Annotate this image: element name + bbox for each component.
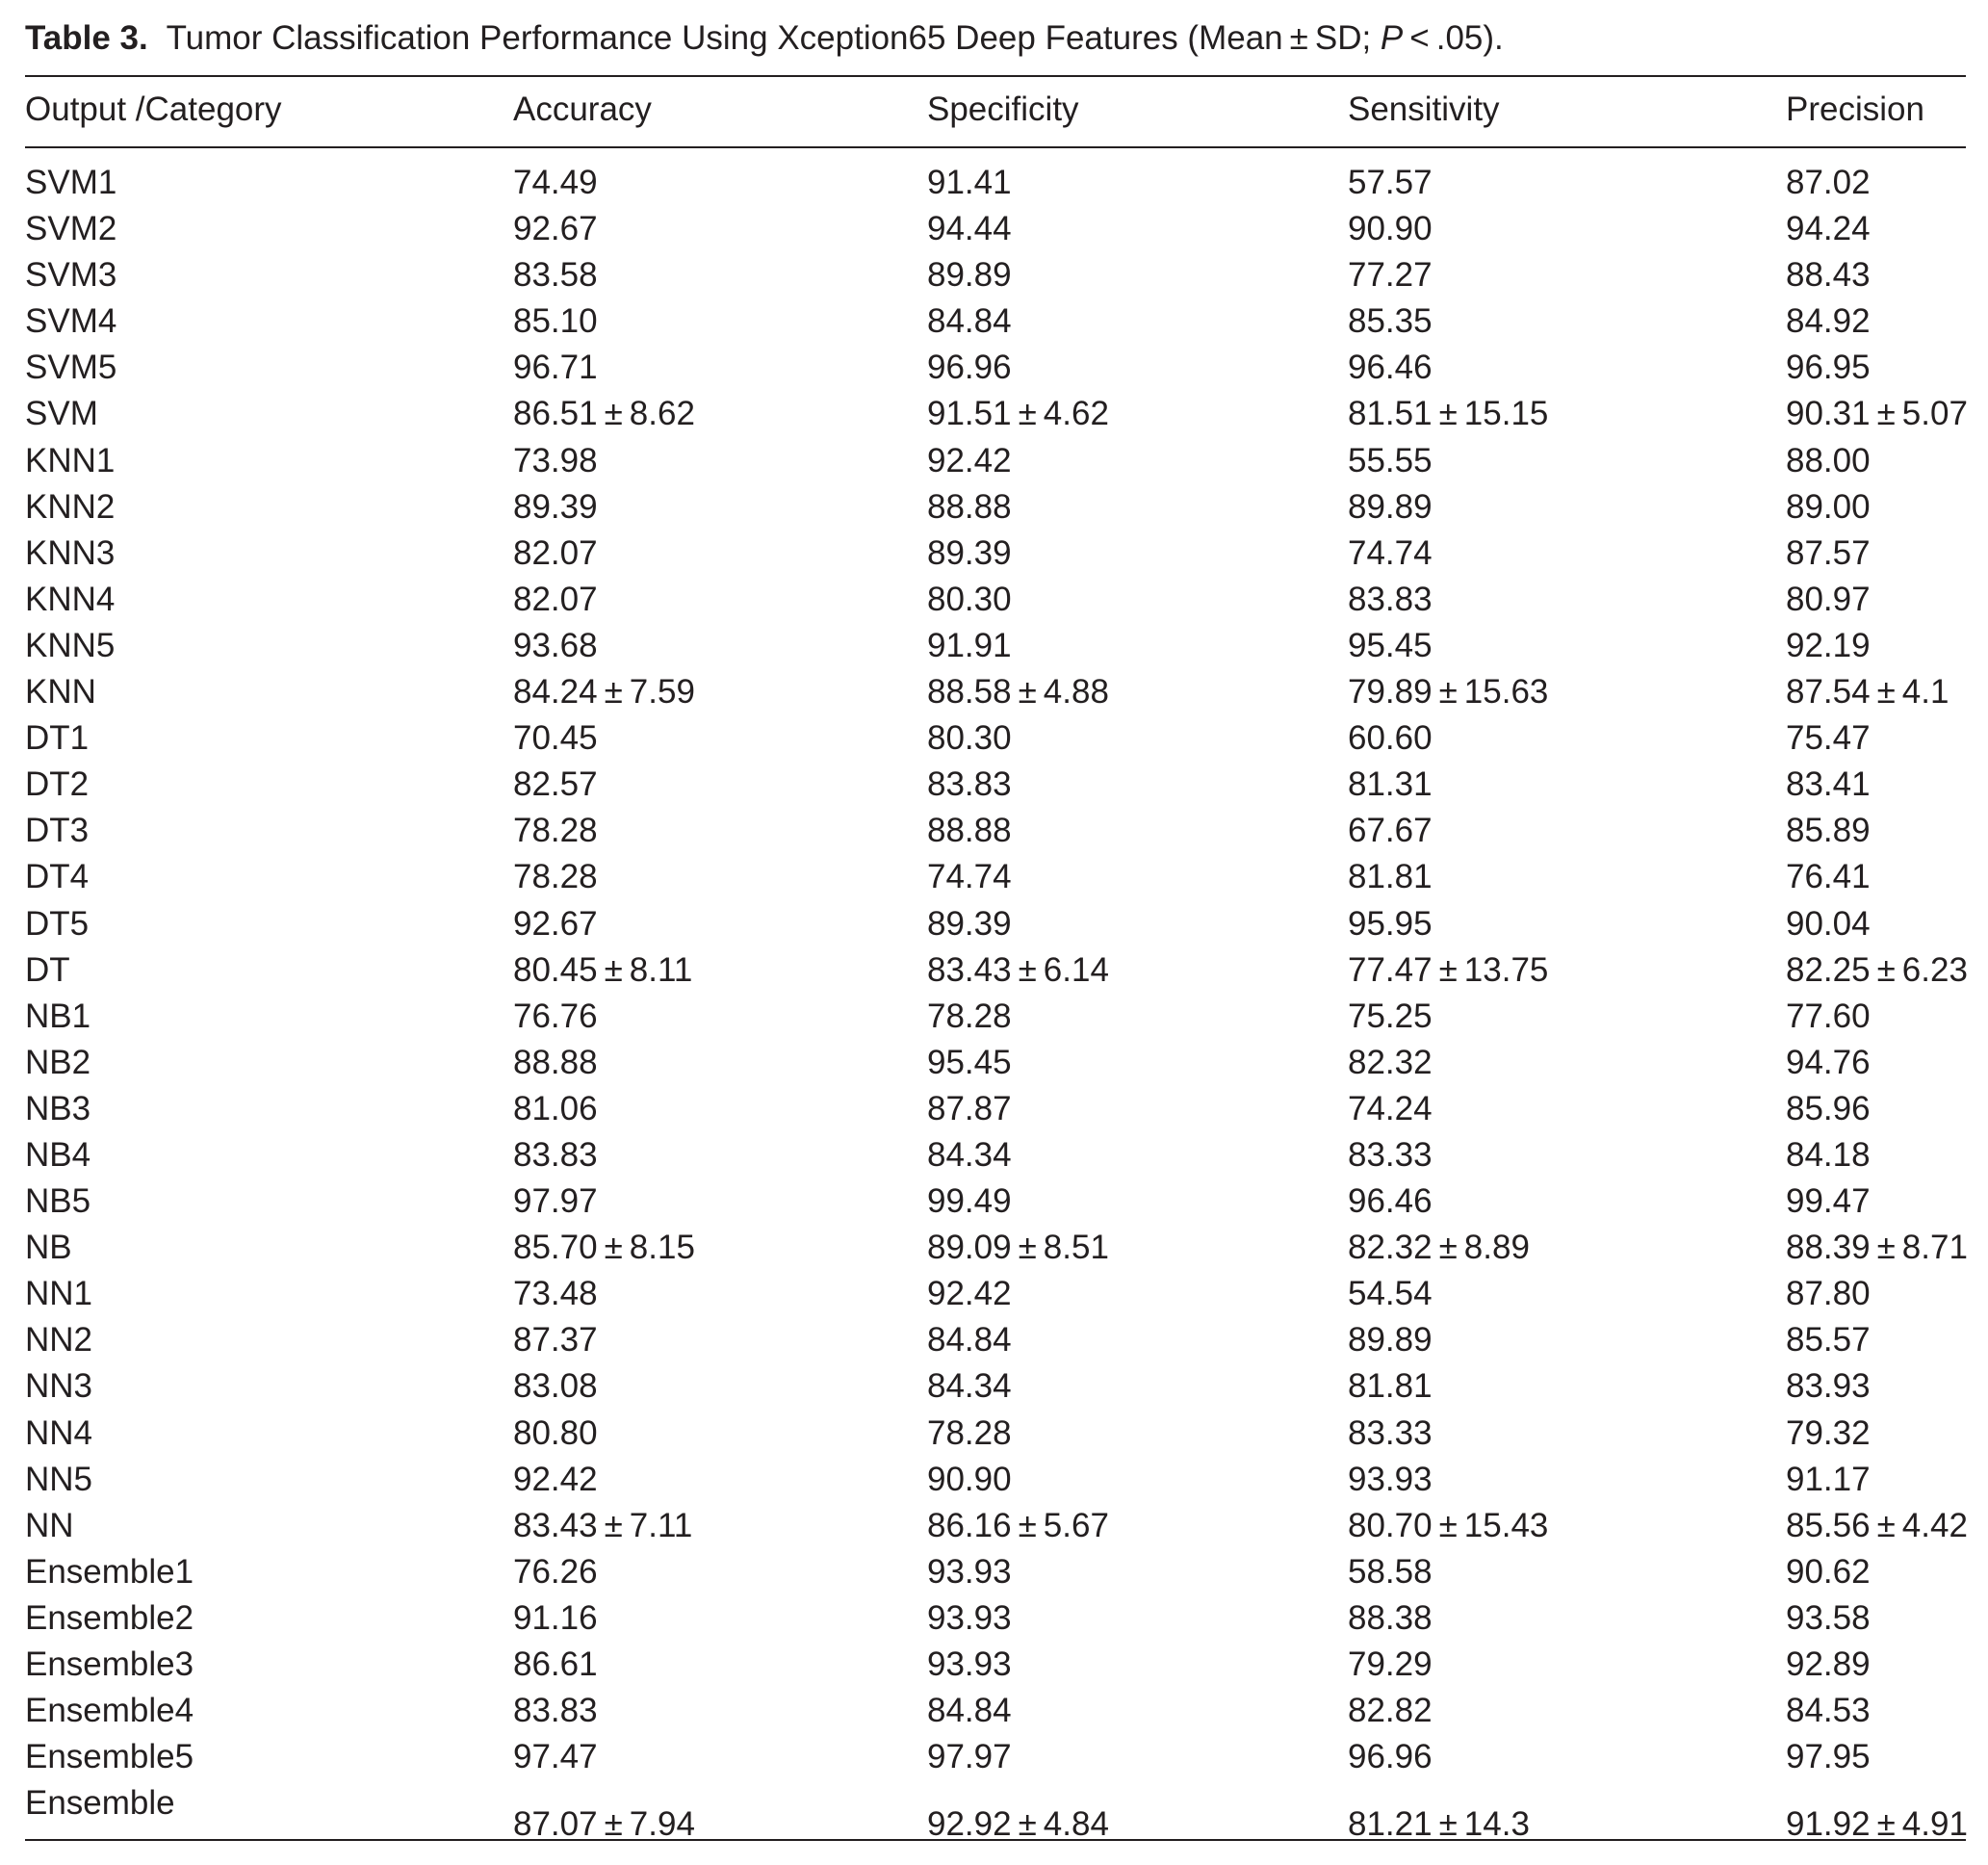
table-row <box>0 947 1988 994</box>
table-row <box>0 298 1988 345</box>
table-cell-accuracy: 83.08 <box>513 1367 598 1406</box>
table-cell-category: Ensemble2 <box>25 1598 194 1637</box>
table-cell-sensitivity: 54.54 <box>1348 1275 1433 1313</box>
caption-text-end: < .05). <box>1403 19 1504 57</box>
table-cell-sensitivity: 82.32 ± 8.89 <box>1348 1229 1530 1267</box>
table-bottom-rule <box>25 1839 1966 1841</box>
table-row <box>0 1457 1988 1503</box>
table-cell-accuracy: 83.83 <box>513 1135 598 1174</box>
table-row <box>0 901 1988 947</box>
table-cell-specificity: 93.93 <box>927 1552 1012 1591</box>
table-cell-accuracy: 83.43 ± 7.11 <box>513 1506 693 1544</box>
table-cell-sensitivity: 95.95 <box>1348 904 1433 943</box>
table-cell-precision: 85.56 ± 4.42 <box>1786 1506 1968 1544</box>
table-cell-specificity: 93.93 <box>927 1645 1012 1683</box>
table-row <box>0 206 1988 252</box>
table-cell-precision: 87.54 ± 4.1 <box>1786 673 1949 712</box>
table-cell-sensitivity: 96.96 <box>1348 1738 1433 1776</box>
table-cell-precision: 99.47 <box>1786 1182 1871 1221</box>
table-cell-accuracy: 73.98 <box>513 441 598 479</box>
table-cell-accuracy: 73.48 <box>513 1275 598 1313</box>
table-cell-category: KNN4 <box>25 580 116 618</box>
table-cell-sensitivity: 81.31 <box>1348 765 1433 804</box>
column-header-sensitivity: Sensitivity <box>1348 91 1500 128</box>
table-cell-sensitivity: 55.55 <box>1348 441 1433 479</box>
table-cell-sensitivity: 75.25 <box>1348 997 1433 1035</box>
table-row <box>0 1595 1988 1642</box>
table-cell-precision: 90.62 <box>1786 1552 1871 1591</box>
table-cell-precision: 76.41 <box>1786 858 1871 896</box>
table-cell-accuracy: 92.67 <box>513 210 598 248</box>
table-cell-specificity: 91.51 ± 4.62 <box>927 395 1109 433</box>
table-cell-category: NB1 <box>25 997 91 1035</box>
table-cell-accuracy: 89.39 <box>513 487 598 526</box>
table-cell-specificity: 91.41 <box>927 164 1012 201</box>
table-cell-sensitivity: 82.32 <box>1348 1043 1433 1081</box>
table-cell-category: DT5 <box>25 904 90 943</box>
table-cell-specificity: 84.84 <box>927 1692 1012 1730</box>
table-row <box>0 1549 1988 1595</box>
table-caption <box>25 13 1960 64</box>
table-row <box>0 669 1988 715</box>
table-cell-specificity: 88.58 ± 4.88 <box>927 673 1109 712</box>
table-row <box>0 1688 1988 1734</box>
table-cell-category: Ensemble <box>25 1784 175 1823</box>
table-cell-sensitivity: 67.67 <box>1348 812 1433 850</box>
table-cell-precision: 88.00 <box>1786 441 1871 479</box>
table-row <box>0 1317 1988 1363</box>
table-cell-category: NB5 <box>25 1182 91 1221</box>
table-cell-category: KNN2 <box>25 487 116 526</box>
table-cell-category: Ensemble1 <box>25 1552 194 1591</box>
table-cell-accuracy: 92.42 <box>513 1460 598 1498</box>
table-cell-precision: 85.57 <box>1786 1321 1871 1360</box>
table-cell-specificity: 92.42 <box>927 1275 1012 1313</box>
table-cell-accuracy: 97.97 <box>513 1182 598 1221</box>
table-cell-specificity: 91.91 <box>927 626 1012 664</box>
table-cell-precision: 84.92 <box>1786 302 1871 341</box>
table-row <box>0 345 1988 391</box>
table-cell-precision: 83.93 <box>1786 1367 1871 1406</box>
table-row <box>0 1179 1988 1225</box>
table-cell-specificity: 80.30 <box>927 580 1012 618</box>
table-cell-sensitivity: 82.82 <box>1348 1692 1433 1730</box>
table-cell-precision: 91.17 <box>1786 1460 1871 1498</box>
table-row <box>0 1086 1988 1132</box>
table-cell-category: SVM3 <box>25 256 117 295</box>
table-cell-sensitivity: 74.24 <box>1348 1089 1433 1127</box>
table-cell-precision: 94.76 <box>1786 1043 1871 1081</box>
table-cell-precision: 90.31 ± 5.07 <box>1786 395 1968 433</box>
table-cell-accuracy: 86.61 <box>513 1645 598 1683</box>
table-cell-sensitivity: 57.57 <box>1348 164 1433 201</box>
table-cell-precision: 87.80 <box>1786 1275 1871 1313</box>
table-cell-category: KNN1 <box>25 441 116 479</box>
table-cell-accuracy: 70.45 <box>513 719 598 758</box>
table-cell-specificity: 83.83 <box>927 765 1012 804</box>
table-cell-sensitivity: 83.83 <box>1348 580 1433 618</box>
table-cell-precision: 91.92 ± 4.91 <box>1786 1805 1968 1844</box>
table-cell-category: NB2 <box>25 1043 91 1081</box>
table-cell-sensitivity: 81.81 <box>1348 1367 1433 1406</box>
table-cell-specificity: 74.74 <box>927 858 1012 896</box>
table-cell-accuracy: 83.83 <box>513 1692 598 1730</box>
table-row <box>0 1040 1988 1086</box>
table-row <box>0 854 1988 900</box>
table-cell-precision: 84.18 <box>1786 1135 1871 1174</box>
table-cell-sensitivity: 95.45 <box>1348 626 1433 664</box>
column-header-precision: Precision <box>1786 91 1924 128</box>
table-header-rule <box>25 146 1966 148</box>
table-row <box>0 1271 1988 1317</box>
table-cell-category: NB4 <box>25 1135 91 1174</box>
table-cell-accuracy: 88.88 <box>513 1043 598 1081</box>
table-cell-accuracy: 91.16 <box>513 1598 598 1637</box>
table-cell-sensitivity: 81.81 <box>1348 858 1433 896</box>
table-cell-specificity: 97.97 <box>927 1738 1012 1776</box>
table-cell-accuracy: 82.07 <box>513 533 598 572</box>
table-cell-category: NN <box>25 1506 74 1544</box>
table-cell-category: NN1 <box>25 1275 93 1313</box>
table-cell-specificity: 89.39 <box>927 904 1012 943</box>
table-cell-specificity: 92.42 <box>927 441 1012 479</box>
table-cell-category: DT <box>25 950 70 989</box>
table-cell-precision: 87.02 <box>1786 164 1871 201</box>
table-cell-sensitivity: 83.33 <box>1348 1413 1433 1452</box>
table-cell-specificity: 96.96 <box>927 349 1012 387</box>
table-cell-category: NN4 <box>25 1413 93 1452</box>
table-cell-specificity: 89.39 <box>927 533 1012 572</box>
table-cell-sensitivity: 90.90 <box>1348 210 1433 248</box>
table-cell-sensitivity: 79.29 <box>1348 1645 1433 1683</box>
table-cell-precision: 80.97 <box>1786 580 1871 618</box>
table-cell-accuracy: 97.47 <box>513 1738 598 1776</box>
table-cell-specificity: 83.43 ± 6.14 <box>927 950 1109 989</box>
table-cell-sensitivity: 89.89 <box>1348 487 1433 526</box>
table-cell-precision: 94.24 <box>1786 210 1871 248</box>
table-row <box>0 715 1988 762</box>
table-row <box>0 1411 1988 1457</box>
table-cell-specificity: 94.44 <box>927 210 1012 248</box>
table-cell-accuracy: 87.07 ± 7.94 <box>513 1805 695 1844</box>
table-cell-precision: 84.53 <box>1786 1692 1871 1730</box>
table-cell-specificity: 84.84 <box>927 302 1012 341</box>
table-cell-category: NN5 <box>25 1460 93 1498</box>
table-cell-precision: 77.60 <box>1786 997 1871 1035</box>
table-cell-specificity: 84.84 <box>927 1321 1012 1360</box>
table-cell-precision: 92.19 <box>1786 626 1871 664</box>
table-cell-category: NB3 <box>25 1089 91 1127</box>
table-cell-precision: 93.58 <box>1786 1598 1871 1637</box>
table-cell-precision: 79.32 <box>1786 1413 1871 1452</box>
caption-text: Tumor Classification Performance Using Xception65 Deep Features (Mean ± SD; <box>166 19 1381 57</box>
table-cell-accuracy: 86.51 ± 8.62 <box>513 395 695 433</box>
table-cell-accuracy: 85.10 <box>513 302 598 341</box>
table-header-row <box>0 87 1988 141</box>
table-cell-precision: 82.25 ± 6.23 <box>1786 950 1968 989</box>
table-body <box>0 160 1988 1844</box>
table-cell-category: DT3 <box>25 812 90 850</box>
table-cell-specificity: 78.28 <box>927 1413 1012 1452</box>
table-cell-category: NN2 <box>25 1321 93 1360</box>
table-cell-precision: 90.04 <box>1786 904 1871 943</box>
table-cell-category: Ensemble4 <box>25 1692 194 1730</box>
table-cell-category: SVM2 <box>25 210 117 248</box>
table-cell-specificity: 80.30 <box>927 719 1012 758</box>
table-cell-accuracy: 82.57 <box>513 765 598 804</box>
table-row <box>0 484 1988 531</box>
table-cell-specificity: 88.88 <box>927 812 1012 850</box>
table-cell-precision: 75.47 <box>1786 719 1871 758</box>
table-cell-accuracy: 80.80 <box>513 1413 598 1452</box>
table-cell-accuracy: 80.45 ± 8.11 <box>513 950 693 989</box>
table-cell-specificity: 88.88 <box>927 487 1012 526</box>
table-cell-category: KNN <box>25 673 96 712</box>
table-row <box>0 1132 1988 1179</box>
table-cell-category: SVM5 <box>25 349 117 387</box>
table-cell-sensitivity: 96.46 <box>1348 1182 1433 1221</box>
table-row <box>0 160 1988 206</box>
table-cell-sensitivity: 81.51 ± 15.15 <box>1348 395 1549 433</box>
column-header-specificity: Specificity <box>927 91 1079 128</box>
table-row <box>0 994 1988 1040</box>
table-cell-category: KNN5 <box>25 626 116 664</box>
table-cell-category: NB <box>25 1229 72 1267</box>
table-cell-accuracy: 92.67 <box>513 904 598 943</box>
table-cell-accuracy: 85.70 ± 8.15 <box>513 1229 695 1267</box>
table-row <box>0 391 1988 437</box>
table-cell-accuracy: 82.07 <box>513 580 598 618</box>
table-cell-specificity: 92.92 ± 4.84 <box>927 1805 1109 1844</box>
table-cell-accuracy: 81.06 <box>513 1089 598 1127</box>
table-cell-sensitivity: 88.38 <box>1348 1598 1433 1637</box>
table-row <box>0 1780 1988 1844</box>
caption-p-symbol: P <box>1380 19 1404 57</box>
table-cell-sensitivity: 83.33 <box>1348 1135 1433 1174</box>
table-cell-category: DT4 <box>25 858 90 896</box>
table-cell-sensitivity: 60.60 <box>1348 719 1433 758</box>
table-cell-specificity: 89.09 ± 8.51 <box>927 1229 1109 1267</box>
table-label: Table 3. <box>25 19 148 57</box>
table-cell-accuracy: 84.24 ± 7.59 <box>513 673 695 712</box>
table-row <box>0 1225 1988 1271</box>
column-header-output-category: Output /Category <box>25 91 282 128</box>
table-cell-sensitivity: 81.21 ± 14.3 <box>1348 1805 1530 1844</box>
table-row <box>0 623 1988 669</box>
table-cell-sensitivity: 80.70 ± 15.43 <box>1348 1506 1549 1544</box>
table-cell-precision: 96.95 <box>1786 349 1871 387</box>
table-cell-accuracy: 93.68 <box>513 626 598 664</box>
table-cell-precision: 92.89 <box>1786 1645 1871 1683</box>
table-cell-category: DT1 <box>25 719 90 758</box>
table-cell-specificity: 84.34 <box>927 1367 1012 1406</box>
table-cell-specificity: 93.93 <box>927 1598 1012 1637</box>
table-cell-accuracy: 87.37 <box>513 1321 598 1360</box>
table-cell-category: Ensemble3 <box>25 1645 194 1683</box>
table-cell-specificity: 84.34 <box>927 1135 1012 1174</box>
table-cell-sensitivity: 96.46 <box>1348 349 1433 387</box>
table-row <box>0 1642 1988 1688</box>
table-top-rule <box>25 75 1966 77</box>
table-cell-precision: 89.00 <box>1786 487 1871 526</box>
table-cell-specificity: 86.16 ± 5.67 <box>927 1506 1109 1544</box>
table-row <box>0 762 1988 808</box>
table-cell-precision: 85.96 <box>1786 1089 1871 1127</box>
table-cell-precision: 83.41 <box>1786 765 1871 804</box>
table-cell-category: KNN3 <box>25 533 116 572</box>
table-cell-precision: 88.43 <box>1786 256 1871 295</box>
table-cell-specificity: 78.28 <box>927 997 1012 1035</box>
table-cell-category: NN3 <box>25 1367 93 1406</box>
table-row <box>0 808 1988 854</box>
table-cell-precision: 97.95 <box>1786 1738 1871 1776</box>
table-cell-precision: 87.57 <box>1786 533 1871 572</box>
table-cell-accuracy: 76.26 <box>513 1552 598 1591</box>
table-cell-accuracy: 83.58 <box>513 256 598 295</box>
table-cell-sensitivity: 93.93 <box>1348 1460 1433 1498</box>
table-cell-category: SVM1 <box>25 164 117 201</box>
table-cell-sensitivity: 77.47 ± 13.75 <box>1348 950 1549 989</box>
table-cell-accuracy: 74.49 <box>513 164 598 201</box>
table-cell-sensitivity: 85.35 <box>1348 302 1433 341</box>
column-header-accuracy: Accuracy <box>513 91 652 128</box>
table-row <box>0 531 1988 577</box>
table-cell-category: SVM4 <box>25 302 117 341</box>
table-cell-specificity: 89.89 <box>927 256 1012 295</box>
table-row <box>0 577 1988 623</box>
table-cell-category: SVM <box>25 395 98 433</box>
table-row <box>0 1503 1988 1549</box>
table-cell-category: Ensemble5 <box>25 1738 194 1776</box>
table-cell-specificity: 99.49 <box>927 1182 1012 1221</box>
table-cell-specificity: 87.87 <box>927 1089 1012 1127</box>
table-cell-specificity: 95.45 <box>927 1043 1012 1081</box>
table-cell-sensitivity: 58.58 <box>1348 1552 1433 1591</box>
table-cell-precision: 88.39 ± 8.71 <box>1786 1229 1968 1267</box>
table-cell-accuracy: 78.28 <box>513 812 598 850</box>
table-cell-sensitivity: 79.89 ± 15.63 <box>1348 673 1549 712</box>
table-cell-accuracy: 96.71 <box>513 349 598 387</box>
table-cell-accuracy: 78.28 <box>513 858 598 896</box>
table-cell-sensitivity: 89.89 <box>1348 1321 1433 1360</box>
table-row <box>0 1734 1988 1780</box>
table-cell-sensitivity: 74.74 <box>1348 533 1433 572</box>
table-cell-precision: 85.89 <box>1786 812 1871 850</box>
table-cell-accuracy: 76.76 <box>513 997 598 1035</box>
table-cell-sensitivity: 77.27 <box>1348 256 1433 295</box>
table-row <box>0 438 1988 484</box>
table-cell-category: DT2 <box>25 765 90 804</box>
table-cell-specificity: 90.90 <box>927 1460 1012 1498</box>
table-row <box>0 1363 1988 1410</box>
table-row <box>0 252 1988 298</box>
